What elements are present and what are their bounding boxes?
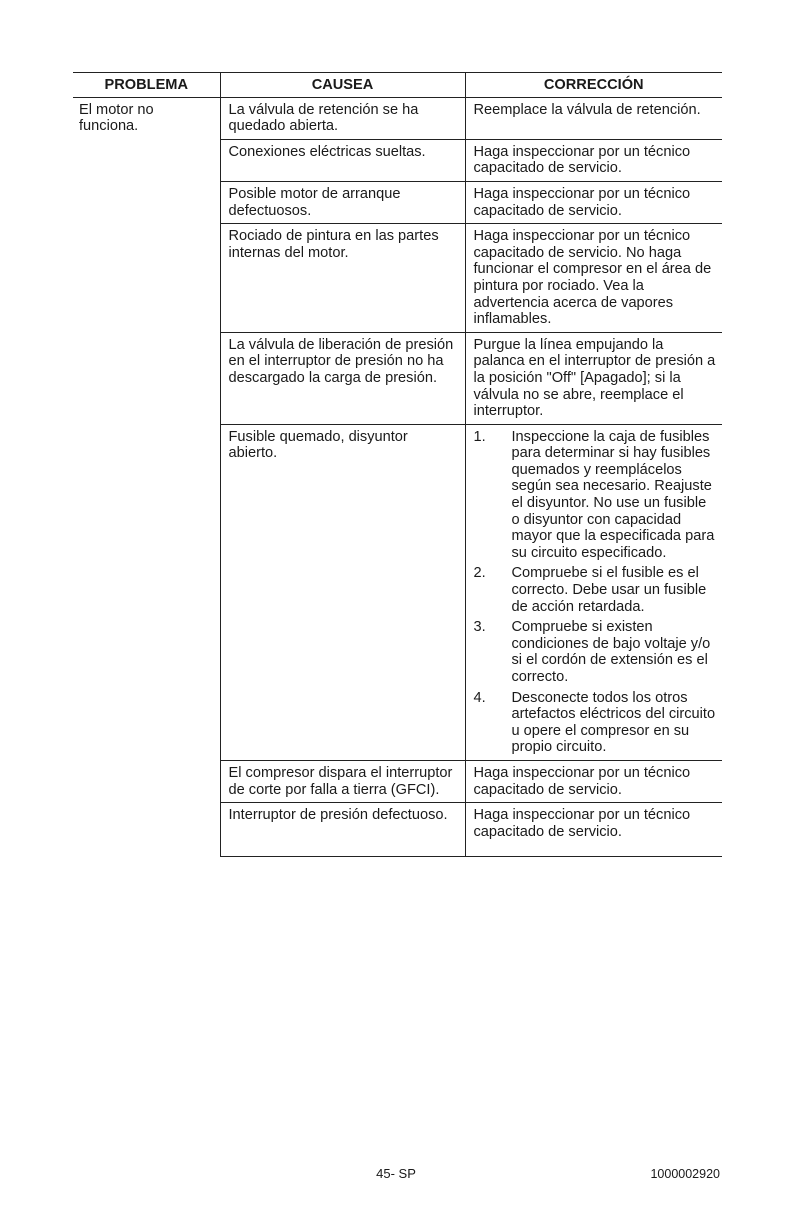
correction-cell: Reemplace la válvula de retención. bbox=[465, 97, 722, 139]
cause-cell: El compresor dispara el interruptor de corte por falla a tierra (GFCI). bbox=[220, 760, 465, 802]
step-number: 3. bbox=[473, 619, 486, 636]
cause-cell: Posible motor de arranque defectuosos. bbox=[220, 181, 465, 223]
header-cause: CAUSEA bbox=[220, 73, 465, 98]
cause-cell: Rociado de pintura en las partes internas del motor. bbox=[220, 224, 465, 333]
list-item bbox=[474, 619, 717, 685]
step-number: 4. bbox=[473, 689, 486, 706]
table-row bbox=[73, 97, 722, 139]
correction-cell: Purgue la línea empujando la palanca en el interruptor de presión a la posición "Off" [Apagado]; si la válvula no se abre, reemplace el interruptor. bbox=[465, 332, 722, 424]
step-text: Compruebe si existen condiciones de bajo voltaje y/o si el cordón de extensión es el correcto. bbox=[511, 619, 711, 685]
cause-cell: Fusible quemado, disyuntor abierto. bbox=[220, 424, 465, 760]
list-item bbox=[474, 429, 717, 562]
header-correction: CORRECCIÓN bbox=[465, 73, 722, 98]
table-header-row bbox=[73, 73, 722, 98]
problem-cell: El motor no funciona. bbox=[79, 101, 154, 135]
list-item bbox=[474, 565, 717, 615]
correction-cell: Haga inspeccionar por un técnico capacitado de servicio. bbox=[465, 803, 722, 857]
cause-cell: La válvula de retención se ha quedado abierta. bbox=[220, 97, 465, 139]
correction-cell: Haga inspeccionar por un técnico capacitado de servicio. bbox=[465, 181, 722, 223]
correction-steps bbox=[474, 429, 717, 756]
step-text: Desconecte todos los otros artefactos eléctricos del circuito u opere el compresor en su propio circuito. bbox=[511, 689, 716, 756]
step-number: 1. bbox=[473, 428, 486, 445]
correction-cell: Haga inspeccionar por un técnico capacitado de servicio. bbox=[465, 139, 722, 181]
list-item bbox=[474, 690, 717, 756]
correction-cell: Haga inspeccionar por un técnico capacitado de servicio. bbox=[465, 760, 722, 802]
step-text: Inspeccione la caja de fusibles para determinar si hay fusibles quemados y reemplácelos según sea necesario. Reajuste el disyuntor. No use un fusible o disyuntor con capacidad mayor que la especificada para su circuito especificado. bbox=[511, 428, 715, 561]
cause-cell: Interruptor de presión defectuoso. bbox=[220, 803, 465, 857]
page-number: 45- SP bbox=[376, 1166, 416, 1181]
correction-cell: Haga inspeccionar por un técnico capacitado de servicio. No haga funcionar el compresor en el área de pintura por rociado. Vea la advertencia acerca de vapores inflamables. bbox=[465, 224, 722, 333]
troubleshooting-table bbox=[73, 72, 722, 857]
header-problem: PROBLEMA bbox=[73, 73, 220, 98]
cause-cell: Conexiones eléctricas sueltas. bbox=[220, 139, 465, 181]
correction-cell bbox=[465, 424, 722, 760]
document-code: 1000002920 bbox=[650, 1167, 720, 1181]
step-number: 2. bbox=[473, 565, 486, 582]
cause-cell: La válvula de liberación de presión en el interruptor de presión no ha descargado la carga de presión. bbox=[220, 332, 465, 424]
step-text: Compruebe si el fusible es el correcto. Debe usar un fusible de acción retardada. bbox=[511, 565, 707, 615]
